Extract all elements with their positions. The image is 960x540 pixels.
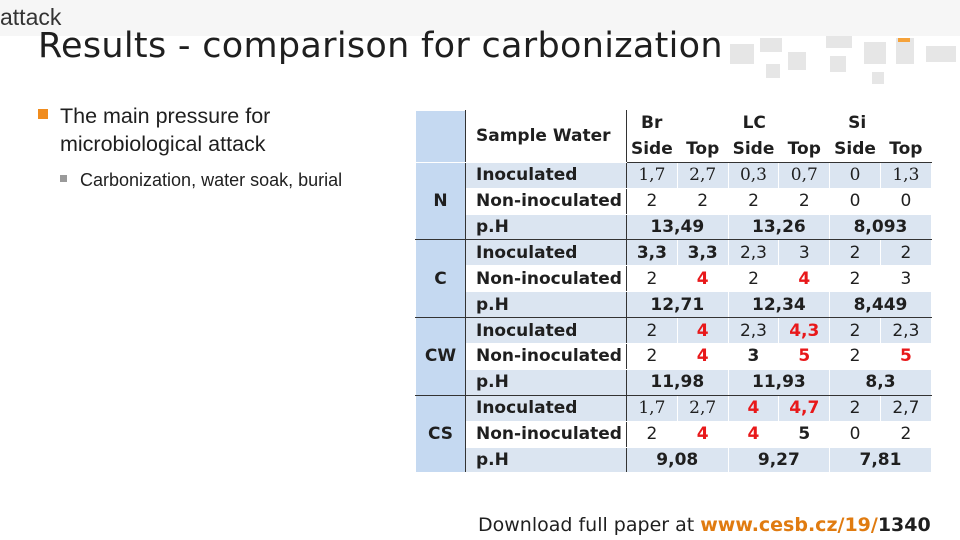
row-label: p.H xyxy=(466,447,627,473)
table-cell: 3,3 xyxy=(626,240,677,266)
ph-cell: 7,81 xyxy=(830,447,932,473)
ph-cell: 13,49 xyxy=(626,214,728,240)
table-cell: 0 xyxy=(880,188,931,214)
group-label-c: C xyxy=(416,240,466,318)
ph-cell: 8,449 xyxy=(830,292,932,318)
subcol-side: Side xyxy=(830,136,881,162)
row-label: Non-inoculated xyxy=(466,188,627,214)
subcol-side: Side xyxy=(728,136,779,162)
table-cell: 2,3 xyxy=(728,240,779,266)
table-cell: 3 xyxy=(728,344,779,370)
table-cell: 4 xyxy=(677,344,728,370)
table-cell: 4 xyxy=(728,421,779,447)
group-header-cell xyxy=(416,111,466,163)
table-cell: 3 xyxy=(779,240,830,266)
ph-cell: 9,08 xyxy=(626,447,728,473)
square-bullet-icon xyxy=(38,109,48,119)
footer-text: Download full paper at xyxy=(478,514,701,536)
table-cell: 2 xyxy=(626,421,677,447)
table-cell: 2 xyxy=(626,266,677,292)
table-cell: 2 xyxy=(830,344,881,370)
previous-slide-fragment: attack xyxy=(0,4,62,30)
row-label: p.H xyxy=(466,214,627,240)
results-table xyxy=(415,110,932,473)
table-cell: 5 xyxy=(779,421,830,447)
col-header-lc: LC xyxy=(728,111,830,137)
subcol-top: Top xyxy=(779,136,830,162)
table-cell: 2 xyxy=(830,318,881,344)
row-label: p.H xyxy=(466,292,627,318)
row-label: Non-inoculated xyxy=(466,344,627,370)
table-cell: 2 xyxy=(626,344,677,370)
bullet-main-text: The main pressure for microbiological attack xyxy=(60,104,271,156)
ph-cell: 12,34 xyxy=(728,292,830,318)
group-label-cw: CW xyxy=(416,318,466,396)
table-cell: 4,7 xyxy=(779,395,830,421)
table-cell: 2 xyxy=(830,240,881,266)
ph-cell: 11,98 xyxy=(626,369,728,395)
table-cell: 2 xyxy=(626,318,677,344)
table-cell: 2,3 xyxy=(880,318,931,344)
table-cell: 4 xyxy=(677,318,728,344)
table-cell: 2 xyxy=(728,266,779,292)
table-cell: 1,7 xyxy=(626,395,677,421)
table-cell: 0 xyxy=(830,421,881,447)
row-label: Inoculated xyxy=(466,318,627,344)
table-cell: 0 xyxy=(830,162,881,188)
table-cell: 2 xyxy=(779,188,830,214)
ph-cell: 8,093 xyxy=(830,214,932,240)
ph-cell: 8,3 xyxy=(830,369,932,395)
table-cell: 2 xyxy=(830,395,881,421)
table-cell: 4 xyxy=(779,266,830,292)
row-label: Inoculated xyxy=(466,240,627,266)
subcol-top: Top xyxy=(880,136,931,162)
bullet-sub-text: Carbonization, water soak, burial xyxy=(80,170,343,190)
table-cell: 5 xyxy=(779,344,830,370)
table-cell: 1,3 xyxy=(880,162,931,188)
table-cell: 4 xyxy=(728,395,779,421)
table-cell: 3,3 xyxy=(677,240,728,266)
col-header-br: Br xyxy=(626,111,728,137)
table-cell: 4 xyxy=(677,421,728,447)
table-cell: 2 xyxy=(880,240,931,266)
ph-cell: 12,71 xyxy=(626,292,728,318)
square-bullet-icon xyxy=(60,175,67,182)
row-label: Non-inoculated xyxy=(466,421,627,447)
table-cell: 2 xyxy=(626,188,677,214)
table-cell: 2 xyxy=(677,188,728,214)
row-label: p.H xyxy=(466,369,627,395)
subcol-side: Side xyxy=(626,136,677,162)
bullet-list xyxy=(38,102,378,192)
row-label: Non-inoculated xyxy=(466,266,627,292)
table-cell: 2 xyxy=(880,421,931,447)
table-cell: 0 xyxy=(830,188,881,214)
subcol-top: Top xyxy=(677,136,728,162)
row-label: Inoculated xyxy=(466,395,627,421)
ph-cell: 13,26 xyxy=(728,214,830,240)
table-cell: 0,7 xyxy=(779,162,830,188)
group-label-n: N xyxy=(416,162,466,240)
ph-cell: 9,27 xyxy=(728,447,830,473)
row-label: Inoculated xyxy=(466,162,627,188)
footer-paper-number: 1340 xyxy=(877,514,931,536)
bullet-sub xyxy=(38,168,378,192)
table-cell: 4,3 xyxy=(779,318,830,344)
footer-link[interactable]: www.cesb.cz/19/ xyxy=(700,514,878,536)
table-cell: 0,3 xyxy=(728,162,779,188)
table-cell: 5 xyxy=(880,344,931,370)
slide-title: Results - comparison for carbonization xyxy=(38,26,723,66)
col-header-si: Si xyxy=(830,111,932,137)
table-cell: 2,7 xyxy=(677,162,728,188)
table-cell: 4 xyxy=(677,266,728,292)
table-cell: 2 xyxy=(728,188,779,214)
table-cell: 2,3 xyxy=(728,318,779,344)
table-cell: 3 xyxy=(880,266,931,292)
table-cell: 2,7 xyxy=(880,395,931,421)
bullet-main xyxy=(38,102,378,158)
table-cell: 2 xyxy=(830,266,881,292)
ph-cell: 11,93 xyxy=(728,369,830,395)
table-cell: 1,7 xyxy=(626,162,677,188)
sample-water-header: Sample Water xyxy=(466,111,627,163)
decorative-tiles xyxy=(726,34,960,94)
group-label-cs: CS xyxy=(416,395,466,473)
footer-download xyxy=(478,514,931,536)
table-cell: 2,7 xyxy=(677,395,728,421)
